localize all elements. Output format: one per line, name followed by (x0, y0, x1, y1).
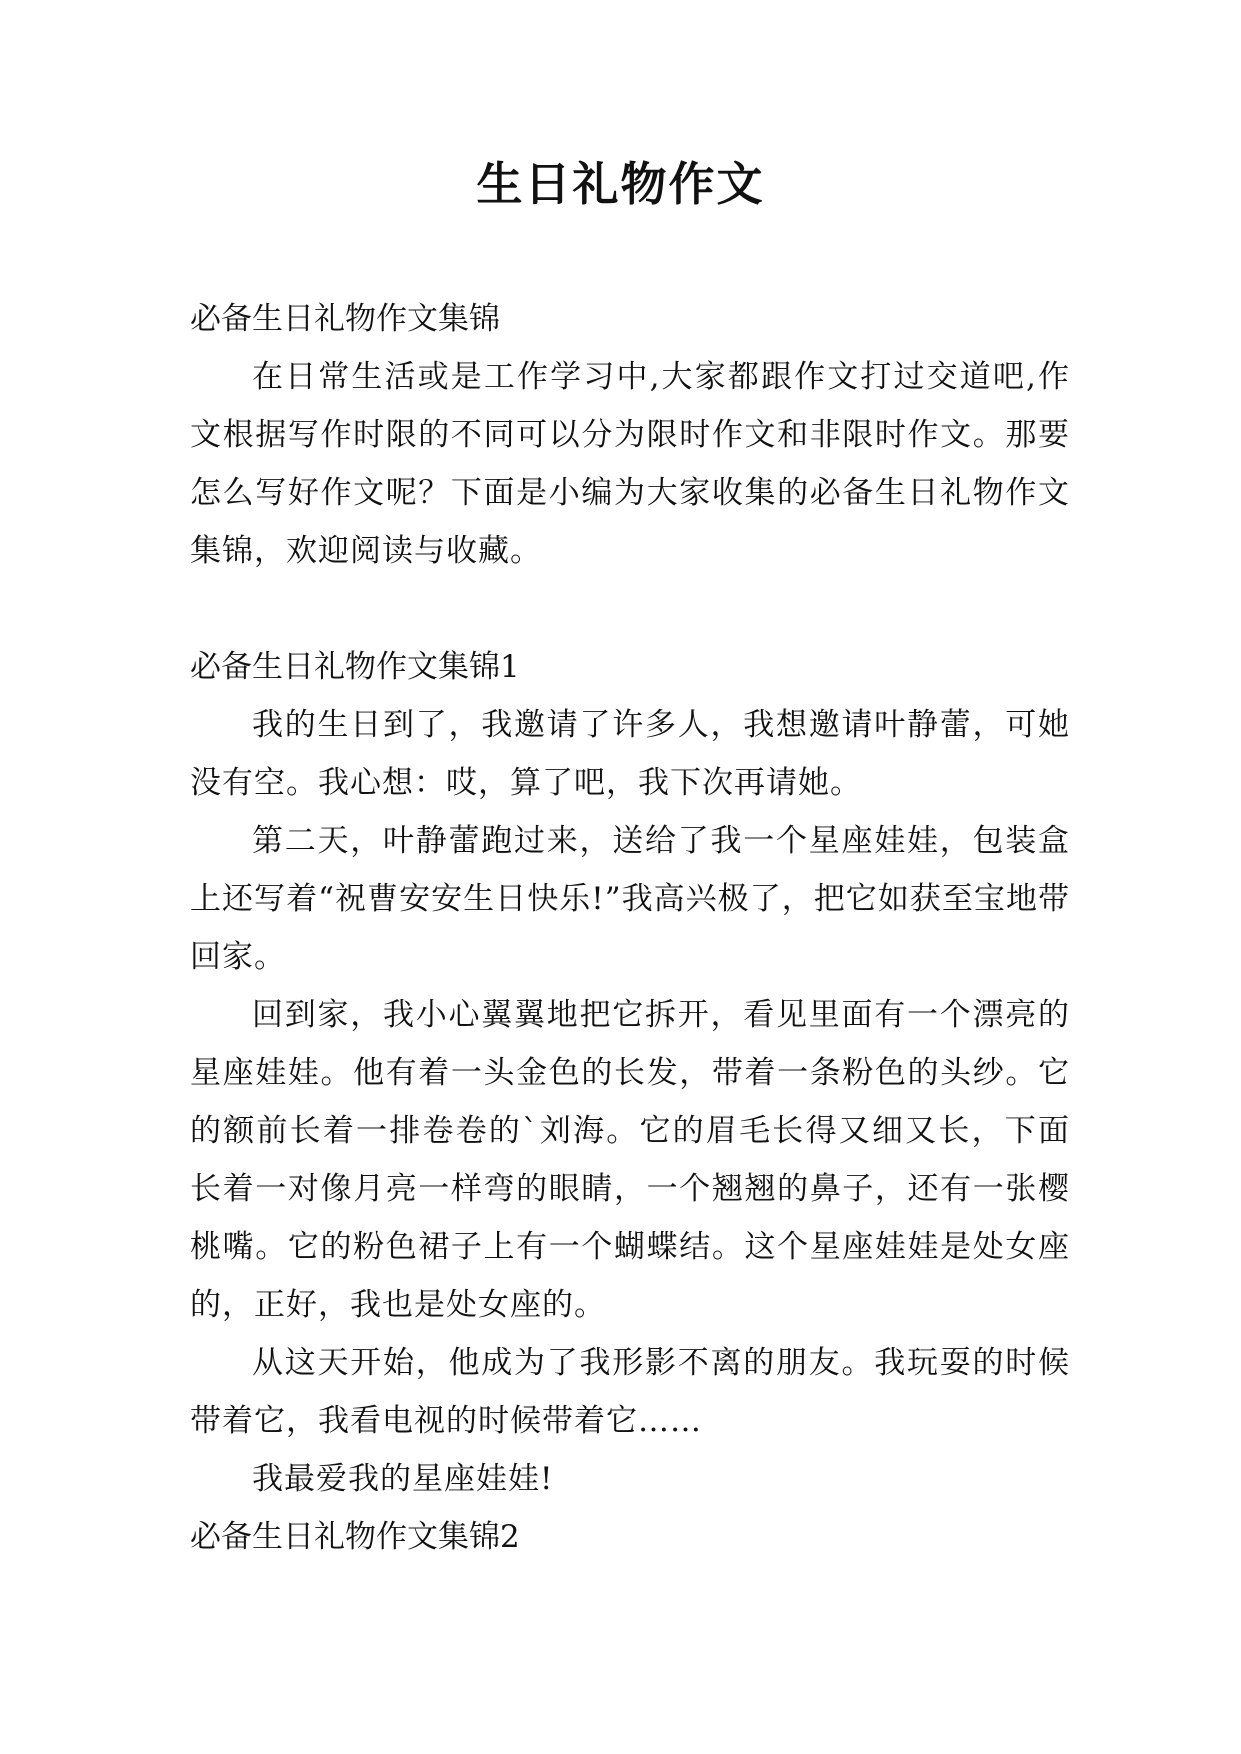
section-1-paragraph-5: 我最爱我的星座娃娃! (252, 1461, 554, 1497)
section-2-heading: 必备生日礼物作文集锦2 (190, 1519, 520, 1555)
document-body (190, 290, 1070, 1566)
section-1-paragraph-3: 回到家，我小心翼翼地把它拆开，看见里面有一个漂亮的星座娃娃。他有着一头金色的长发，带着一条粉色的头纱。它的额前长着一排卷卷的`刘海。它的眉毛长得又细又长，下面长着一对像月亮一样弯的眼睛，一个翘翘的鼻子，还有一张樱桃嘴。它的粉色裙子上有一个蝴蝶结。这个星座娃娃是处女座的，正好，我也是处女座的。 (190, 997, 1070, 1323)
section-spacer (190, 580, 1070, 638)
intro-heading: 必备生日礼物作文集锦 (190, 301, 500, 337)
intro-paragraph: 在日常生活或是工作学习中,大家都跟作文打过交道吧,作文根据写作时限的不同可以分为限时作文和非限时作文。那要怎么写好作文呢？下面是小编为大家收集的必备生日礼物作文集锦，欢迎阅读与收藏。 (190, 359, 1070, 569)
section-1-paragraph-1: 我的生日到了，我邀请了许多人，我想邀请叶静蕾，可她没有空。我心想：哎，算了吧，我下次再请她。 (190, 707, 1070, 801)
section-1-paragraph-4: 从这天开始，他成为了我形影不离的朋友。我玩耍的时候带着它，我看电视的时候带着它…… (190, 1345, 1070, 1439)
document-title: 生日礼物作文 (476, 157, 765, 211)
section-1-paragraph-2: 第二天，叶静蕾跑过来，送给了我一个星座娃娃，包装盒上还写着“祝曹安安生日快乐!”我高兴极了，把它如获至宝地带回家。 (190, 823, 1070, 975)
section-1-heading: 必备生日礼物作文集锦1 (190, 649, 520, 685)
